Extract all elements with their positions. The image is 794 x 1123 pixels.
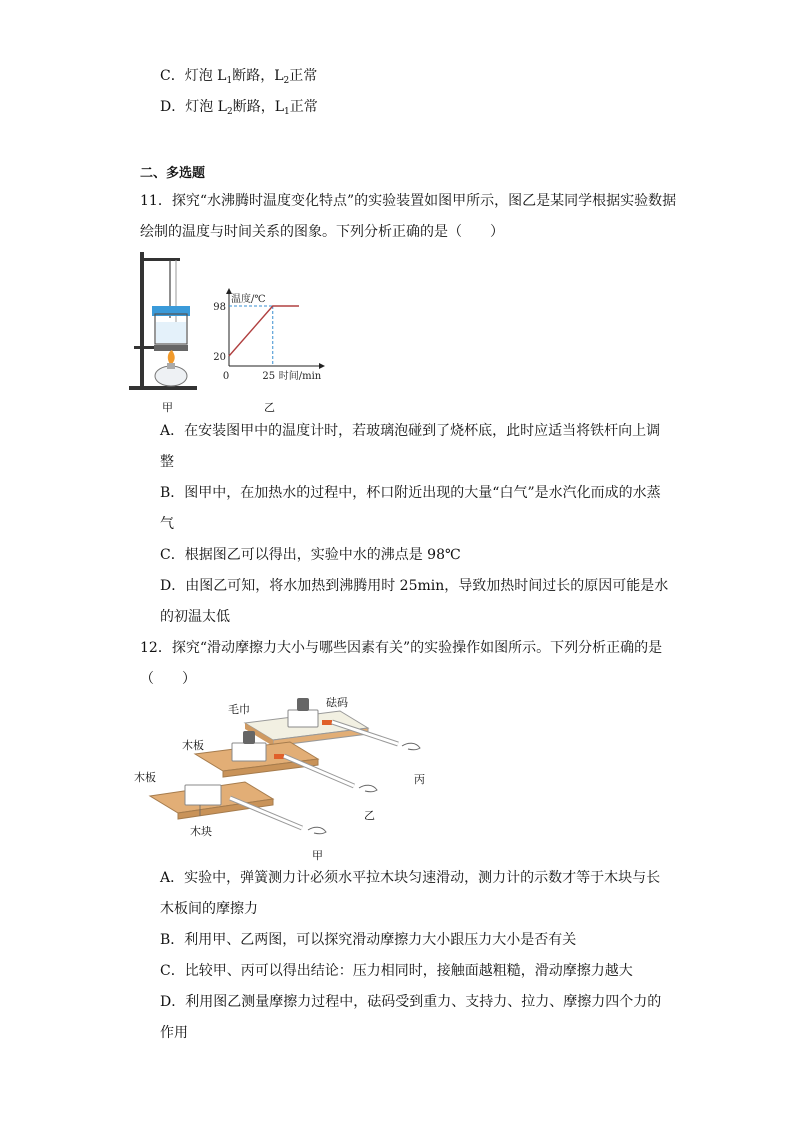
series-line	[229, 306, 299, 356]
q11-option-d-line2: 的初温太低	[160, 609, 230, 625]
label-bing: 丙	[414, 773, 425, 786]
q12-stem-line1: 12．探究“滑动摩擦力大小与哪些因素有关”的实验操作如图所示。下列分析正确的是	[140, 640, 663, 656]
x-axis-label: 时间/min	[278, 371, 322, 382]
weight-yi	[243, 731, 255, 744]
spring-bing	[322, 720, 332, 725]
q12-option-a-line2: 木板间的摩擦力	[160, 901, 258, 917]
q11-stem-line1: 11．探究“水沸腾时温度变化特点”的实验装置如图甲所示，图乙是某同学根据实验数据	[140, 193, 677, 209]
hand-yi	[359, 785, 377, 791]
q10-option-c: C．灯泡 $L_1$断路，$L_2$正常	[160, 68, 318, 86]
q11-stem-line2: 绘制的温度与时间关系的图象。下列分析正确的是（ ）	[140, 224, 504, 240]
temperature-time-chart	[205, 288, 335, 388]
q11-option-a-line1: A．在安装图甲中的温度计时，若玻璃泡碰到了烧杯底，此时应适当将铁杆向上调	[160, 423, 661, 439]
q12-option-a-line1: A．实验中，弹簧测力计必须水平拉木块匀速滑动，测力计的示数才等于木块与长	[160, 870, 661, 886]
label-board-top: 木板	[182, 739, 204, 752]
hand-jia	[308, 827, 326, 833]
label-board-left: 木板	[134, 771, 156, 784]
q12-option-d-line2: 作用	[160, 1025, 188, 1041]
q11-option-b-line1: B．图甲中，在加热水的过程中，杯口附近出现的大量“白气”是水汽化而成的水蒸	[160, 485, 661, 501]
setup-jia	[150, 782, 326, 834]
label-yi: 乙	[364, 809, 375, 822]
label-towel: 毛巾	[228, 703, 250, 716]
spring-yi	[274, 754, 284, 759]
q11-option-c: C．根据图乙可以得出，实验中水的沸点是 98℃	[160, 547, 461, 563]
weight-bing	[297, 698, 309, 711]
figure-jia-label: 甲	[162, 401, 173, 414]
q12-stem-line2: （ ）	[140, 671, 196, 687]
y-axis-label: 温度/℃	[231, 294, 266, 305]
q11-option-a-line2: 整	[160, 454, 174, 470]
stand-base	[129, 386, 197, 390]
q12-option-c: C．比较甲、丙可以得出结论：压力相同时，接触面越粗糙，滑动摩擦力越大	[160, 963, 633, 979]
stand-rod	[140, 252, 144, 388]
label-weight: 砝码	[326, 696, 348, 709]
q12-option-d-line1: D．利用图乙测量摩擦力过程中，砝码受到重力、支持力、拉力、摩擦力四个力的	[160, 994, 662, 1010]
flame	[168, 350, 175, 364]
label-block: 木块	[190, 825, 212, 838]
figure-yi-label: 乙	[264, 401, 275, 414]
friction-experiment-figure	[130, 688, 450, 864]
label-jia: 甲	[312, 849, 323, 862]
y-tick-98: 98	[213, 302, 226, 313]
beaker-water	[156, 322, 186, 343]
gauze	[154, 345, 188, 351]
section-title: 二、多选题	[140, 166, 206, 181]
stand-upper-arm	[140, 258, 180, 261]
x-tick-0: 0	[222, 371, 230, 382]
y-tick-20: 20	[213, 352, 226, 363]
q11-option-d-line1: D．由图乙可知，将水加热到沸腾用时 25min，导致加热时间过长的原因可能是水	[160, 578, 669, 594]
hand-bing	[402, 743, 420, 749]
boiling-apparatus-figure	[126, 250, 206, 400]
x-axis-arrow	[319, 363, 325, 369]
q12-option-b: B．利用甲、乙两图，可以探究滑动摩擦力大小跟压力大小是否有关	[160, 932, 577, 948]
lamp-wick	[167, 363, 175, 369]
x-tick-25: 25	[262, 371, 276, 382]
q10-option-d: D．灯泡 $L_2$断路，$L_1$正常	[160, 99, 318, 117]
q11-option-b-line2: 气	[160, 516, 174, 532]
